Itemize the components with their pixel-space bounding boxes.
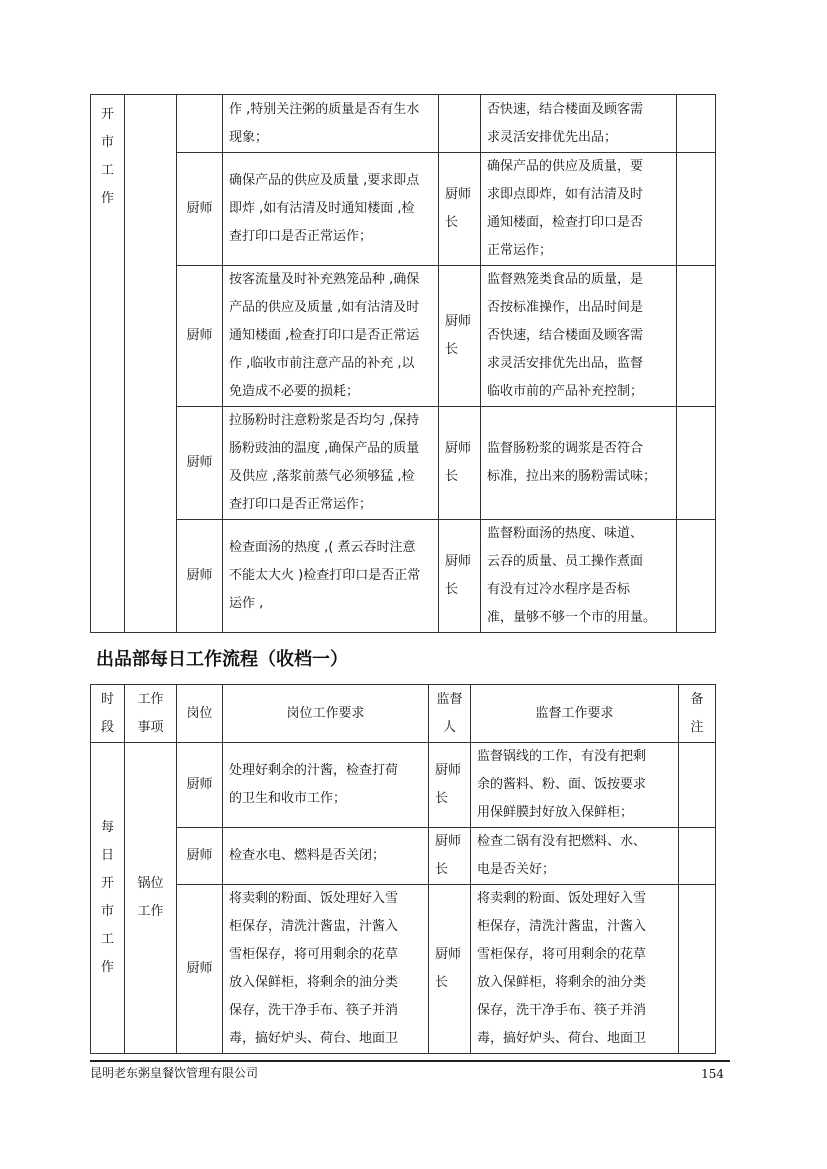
header-remark: [679, 685, 716, 743]
supervision-requirement-cell-line: 否快速，结合楼面及顾客需: [487, 101, 644, 117]
table-row: [91, 828, 716, 885]
requirement-cell-line: 运作 ,: [229, 596, 264, 611]
requirement-cell-line: 产品的供应及质量 ,如有沽清及时: [229, 300, 420, 315]
header-period-line: 段: [100, 719, 114, 735]
period-cell: [91, 743, 125, 1054]
post-cell: 厨师: [177, 743, 223, 828]
supervision-requirement-cell: [481, 153, 677, 266]
supervisor-cell-line: 厨师: [445, 187, 472, 202]
requirement-cell: [223, 743, 429, 828]
supervisor-cell-line: 厨师: [445, 314, 472, 329]
supervision-requirement-cell: [471, 743, 679, 828]
remark-cell: [679, 743, 716, 828]
remark-cell: [677, 266, 716, 407]
page-number: 154: [701, 1067, 724, 1081]
requirement-cell-line: 检查水电、燃料是否关闭；: [229, 848, 386, 863]
task-cell: [125, 95, 177, 633]
supervisor-cell: [439, 95, 481, 153]
period-cell-line: 市: [100, 904, 114, 919]
header-requirement: 岗位工作要求: [223, 685, 429, 743]
supervision-requirement-cell: [481, 95, 677, 153]
supervision-requirement-cell-line: 有没有过冷水程序是否标: [487, 582, 631, 597]
period-cell-line: 工: [100, 163, 114, 178]
requirement-cell-line: 不能太大火 )检查打印口是否正常: [229, 568, 421, 583]
supervision-requirement-cell-line: 毒，搞好炉头、荷台、地面卫: [477, 1031, 647, 1046]
supervision-requirement-cell-line: 雪柜保存，将可用剩余的花草: [477, 947, 647, 962]
requirement-cell-line: 作 ,临收市前注意产品的补充 ,以: [229, 356, 415, 371]
header-supervisor-line: 监督: [436, 691, 463, 707]
supervision-requirement-cell-line: 监督锅线的工作，有没有把剩: [477, 749, 647, 764]
header-period: [91, 685, 125, 743]
header-task-line: 工作: [137, 691, 164, 707]
supervision-requirement-cell: [481, 266, 677, 407]
table-row: [91, 266, 716, 407]
post-cell: 厨师: [177, 407, 223, 520]
supervision-requirement-cell-line: 将卖剩的粉面、饭处理好入雪: [477, 891, 647, 906]
task-cell: [125, 743, 177, 1054]
post-cell: 厨师: [177, 520, 223, 633]
supervision-requirement-cell-line: 确保产品的供应及质量，要: [487, 159, 644, 174]
post-cell: 厨师: [177, 266, 223, 407]
requirement-cell-line: 毒，搞好炉头、荷台、地面卫: [229, 1031, 399, 1046]
supervision-requirement-cell-line: 求灵活安排优先出品；: [487, 129, 618, 145]
supervision-requirement-cell-line: 监督熟笼类食品的质量，是: [487, 272, 644, 287]
requirement-cell-line: 柜保存，清洗汁酱盅，汁酱入: [229, 919, 399, 934]
supervisor-cell: [429, 743, 471, 828]
post-cell: 厨师: [177, 828, 223, 885]
supervisor-cell-line: 厨师: [445, 441, 472, 456]
requirement-cell-line: 雪柜保存，将可用剩余的花草: [229, 947, 399, 962]
supervision-requirement-cell-line: 检查二锅有没有把燃料、水、: [477, 834, 647, 849]
period-cell-line: 市: [100, 135, 114, 150]
supervisor-cell-line: 长: [445, 342, 459, 357]
supervision-requirement-cell-line: 否快速，结合楼面及顾客需: [487, 328, 644, 343]
requirement-cell-line: 通知楼面 ,检查打印口是否正常运: [229, 328, 420, 343]
supervisor-cell-line: 长: [445, 582, 459, 597]
task-cell-line: 锅位: [137, 876, 164, 891]
supervisor-cell: [439, 153, 481, 266]
supervisor-cell-line: 厨师: [435, 763, 462, 778]
supervisor-cell-line: 长: [435, 975, 449, 990]
requirement-cell: [223, 153, 439, 266]
period-cell-line: 开: [100, 876, 114, 891]
supervisor-cell-line: 厨师: [435, 947, 462, 962]
supervision-requirement-cell-line: 通知楼面，检查打印口是否: [487, 215, 644, 230]
supervision-requirement-cell-line: 监督粉面汤的热度、味道、: [487, 526, 644, 541]
period-cell-line: 日: [100, 848, 114, 863]
requirement-cell-line: 肠粉豉油的温度 ,确保产品的质量: [229, 441, 420, 456]
requirement-cell-line: 查打印口是否正常运作；: [229, 229, 373, 244]
supervision-requirement-cell-line: 求灵活安排优先出品，监督: [487, 356, 644, 371]
supervision-requirement-cell-line: 临收市前的产品补充控制；: [487, 384, 644, 399]
footer-company: 昆明老东粥皇餐饮管理有限公司: [90, 1066, 259, 1080]
workflow-table-closing: [90, 684, 716, 1054]
footer-rule: [90, 1060, 730, 1062]
period-cell-line: 作: [100, 960, 114, 975]
requirement-cell: [223, 885, 429, 1054]
requirement-cell-line: 即炸 ,如有沽清及时通知楼面 ,检: [229, 201, 415, 216]
supervisor-cell-line: 长: [445, 469, 459, 484]
header-supervisor-line: 人: [442, 719, 456, 735]
supervision-requirement-cell: [481, 407, 677, 520]
table-row: [91, 153, 716, 266]
table-row: [91, 743, 716, 828]
table-header-row: [91, 685, 716, 743]
post-cell: 厨师: [177, 153, 223, 266]
supervision-requirement-cell-line: 正常运作；: [487, 243, 553, 258]
supervisor-cell: [429, 885, 471, 1054]
workflow-table-continued: [90, 94, 716, 633]
header-period-line: 时: [100, 691, 114, 707]
remark-cell: [677, 95, 716, 153]
supervisor-cell-line: 厨师: [445, 554, 472, 569]
supervision-requirement-cell-line: 余的酱料、粉、面、饭按要求: [477, 777, 647, 792]
header-task-line: 事项: [137, 719, 164, 735]
post-cell: [177, 95, 223, 153]
table-row: [91, 885, 716, 1054]
requirement-cell-line: 拉肠粉时注意粉浆是否均匀 ,保持: [229, 413, 420, 428]
requirement-cell-line: 免造成不必要的损耗；: [229, 384, 360, 399]
requirement-cell-line: 的卫生和收市工作；: [229, 791, 347, 806]
supervision-requirement-cell-line: 用保鲜膜封好放入保鲜柜；: [477, 805, 634, 820]
remark-cell: [679, 828, 716, 885]
section-title: 出品部每日工作流程（收档一）: [96, 649, 348, 670]
header-remark-line: 注: [690, 719, 704, 735]
period-cell-line: 作: [100, 191, 114, 206]
supervisor-cell: [439, 520, 481, 633]
requirement-cell-line: 作 ,特别关注粥的质量是否有生水: [229, 101, 420, 117]
remark-cell: [679, 885, 716, 1054]
supervision-requirement-cell-line: 电是否关好；: [477, 862, 556, 877]
remark-cell: [677, 407, 716, 520]
requirement-cell: [223, 95, 439, 153]
supervisor-cell: [439, 407, 481, 520]
table-row: [91, 95, 716, 153]
supervision-requirement-cell: [481, 520, 677, 633]
supervisor-cell-line: 长: [445, 215, 459, 230]
header-post: 岗位: [177, 685, 223, 743]
period-cell-line: 工: [100, 932, 114, 947]
requirement-cell-line: 保存，洗干净手布、筷子并消: [229, 1003, 399, 1018]
requirement-cell: [223, 407, 439, 520]
requirement-cell: [223, 266, 439, 407]
header-supervision-requirement: 监督工作要求: [471, 685, 679, 743]
supervision-requirement-cell: [471, 885, 679, 1054]
supervisor-cell-line: 长: [435, 791, 449, 806]
supervision-requirement-cell-line: 监督肠粉浆的调浆是否符合: [487, 441, 644, 456]
remark-cell: [677, 520, 716, 633]
post-cell: 厨师: [177, 885, 223, 1054]
supervisor-cell-line: 长: [435, 862, 449, 877]
supervisor-cell: [439, 266, 481, 407]
header-task: [125, 685, 177, 743]
supervision-requirement-cell-line: 柜保存，清洗汁酱盅，汁酱入: [477, 919, 647, 934]
supervisor-cell-line: 厨师: [435, 834, 462, 849]
requirement-cell-line: 放入保鲜柜，将剩余的油分类: [229, 975, 399, 990]
period-cell-line: 开: [100, 107, 114, 122]
requirement-cell-line: 按客流量及时补充熟笼品种 ,确保: [229, 272, 420, 287]
supervision-requirement-cell-line: 保存，洗干净手布、筷子并消: [477, 1003, 647, 1018]
remark-cell: [677, 153, 716, 266]
requirement-cell-line: 确保产品的供应及质量 ,要求即点: [229, 173, 420, 188]
requirement-cell-line: 现象；: [229, 129, 269, 145]
task-cell-line: 工作: [137, 904, 164, 919]
requirement-cell-line: 查打印口是否正常运作；: [229, 497, 373, 512]
requirement-cell: [223, 520, 439, 633]
requirement-cell-line: 检查面汤的热度 ,( 煮云吞时注意: [229, 540, 416, 555]
period-cell: [91, 95, 125, 633]
requirement-cell-line: 及供应 ,落浆前蒸气必须够猛 ,检: [229, 469, 415, 484]
header-remark-line: 备: [690, 691, 704, 707]
supervision-requirement-cell-line: 求即点即炸，如有沽清及时: [487, 187, 644, 202]
supervision-requirement-cell-line: 放入保鲜柜，将剩余的油分类: [477, 975, 647, 990]
supervision-requirement-cell-line: 标准，拉出来的肠粉需试味；: [487, 469, 657, 484]
period-cell-line: 每: [100, 820, 114, 835]
table-row: [91, 407, 716, 520]
table-row: [91, 520, 716, 633]
supervision-requirement-cell: [471, 828, 679, 885]
requirement-cell-line: 将卖剩的粉面、饭处理好入雪: [229, 891, 399, 906]
supervision-requirement-cell-line: 云吞的质量、员工操作煮面: [487, 554, 644, 569]
supervision-requirement-cell-line: 准，量够不够一个市的用量。: [487, 610, 657, 625]
requirement-cell-line: 处理好剩余的汁酱，检查打荷: [229, 763, 399, 778]
supervision-requirement-cell-line: 否按标准操作，出品时间是: [487, 300, 644, 315]
header-supervisor: [429, 685, 471, 743]
supervisor-cell: [429, 828, 471, 885]
requirement-cell: [223, 828, 429, 885]
